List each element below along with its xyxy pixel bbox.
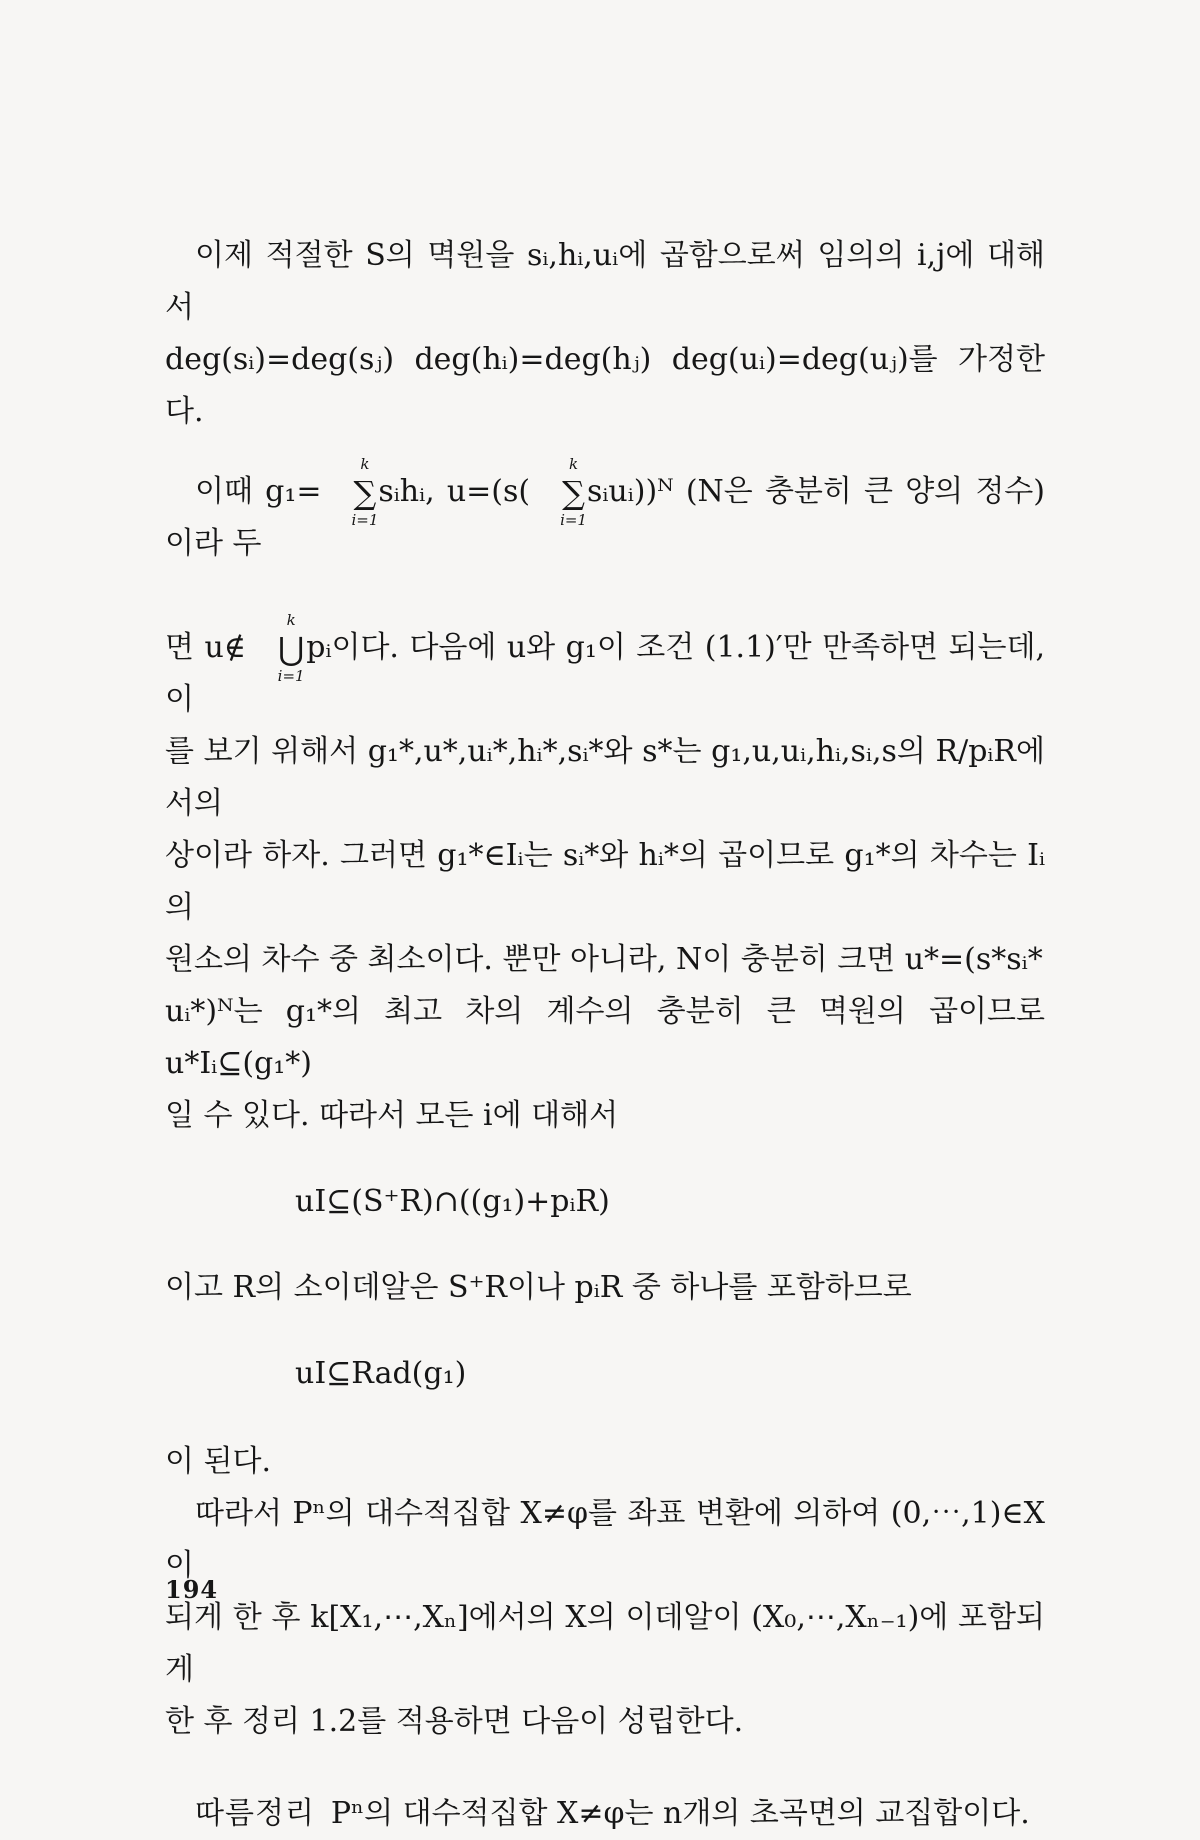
corollary-text: Pⁿ의 대수적집합 X≠φ는 n개의 초곡면의 교집합이다. — [330, 1796, 1030, 1831]
body-text — [165, 230, 1045, 1840]
corollary-label: 따름정리 — [195, 1796, 315, 1831]
text-line: deg(sᵢ)=deg(sⱼ) deg(hᵢ)=deg(hⱼ) deg(uᵢ)=deg(uⱼ)를 가정한다. — [165, 342, 1045, 429]
text-line: uᵢ*)ᴺ는 g₁*의 최고 차의 계수의 충분히 큰 멱원의 곱이므로 u*Iᵢ⊆(g₁*) — [165, 994, 1045, 1081]
text-line: 원소의 차수 중 최소이다. 뿐만 아니라, N이 충분히 크면 u*=(s*sᵢ* — [165, 942, 1043, 977]
text-line: sᵢuᵢ))ᴺ (N은 충분히 큰 양의 정수)이라 두 — [165, 474, 1045, 561]
text-line: 상이라 하자. 그러면 g₁*∈Iᵢ는 sᵢ*와 hᵢ*의 곱이므로 g₁*의 차수는 Iᵢ의 — [165, 838, 1045, 925]
equation-2: uI⊆Rad(g₁) — [295, 1356, 467, 1391]
union-operator: k ⋃ i=1 — [277, 610, 305, 685]
summation-operator: k ∑ i=1 — [560, 454, 587, 529]
text-line: 되게 한 후 k[X₁,⋯,Xₙ]에서의 X의 이데알이 (X₀,⋯,Xₙ₋₁)에 포함되게 — [165, 1600, 1045, 1687]
paragraph-2 — [165, 454, 1045, 1142]
text-line: 따라서 Pⁿ의 대수적집합 X≠φ를 좌표 변환에 의하여 (0,⋯,1)∈X이 — [165, 1496, 1045, 1583]
page-number: 194 — [165, 1575, 219, 1604]
text-line: 한 후 정리 1.2를 적용하면 다음이 성립한다. — [165, 1704, 744, 1739]
summation-operator: k ∑ i=1 — [351, 454, 379, 529]
equation-1: uI⊆(S⁺R)∩((g₁)+pᵢR) — [295, 1184, 610, 1219]
paragraph-3 — [165, 1262, 1045, 1314]
corollary — [165, 1788, 1045, 1840]
paragraph-1 — [165, 230, 1045, 438]
paragraph-5 — [165, 1488, 1045, 1748]
text-line: 이제 적절한 S의 멱원을 sᵢ,hᵢ,uᵢ에 곱함으로써 임의의 i,j에 대해서 — [165, 238, 1045, 325]
text-line: pᵢ이다. 다음에 u와 g₁이 조건 (1.1)′만 만족하면 되는데, 이 — [165, 630, 1045, 717]
text-line: 이고 R의 소이데알은 S⁺R이나 pᵢR 중 하나를 포함하므로 — [165, 1270, 912, 1305]
text-line: sᵢhᵢ, u=(s( — [378, 474, 531, 509]
text-line: 이때 g₁= — [195, 474, 322, 509]
text-line: 이 된다. — [165, 1444, 272, 1479]
text-line: 일 수 있다. 따라서 모든 i에 대해서 — [165, 1098, 619, 1133]
paragraph-4 — [165, 1436, 1045, 1488]
text-line: 를 보기 위해서 g₁*,u*,uᵢ*,hᵢ*,sᵢ*와 s*는 g₁,u,uᵢ,hᵢ,sᵢ,s의 R/pᵢR에서의 — [165, 734, 1045, 821]
text-line: 면 u∉ — [165, 630, 246, 665]
